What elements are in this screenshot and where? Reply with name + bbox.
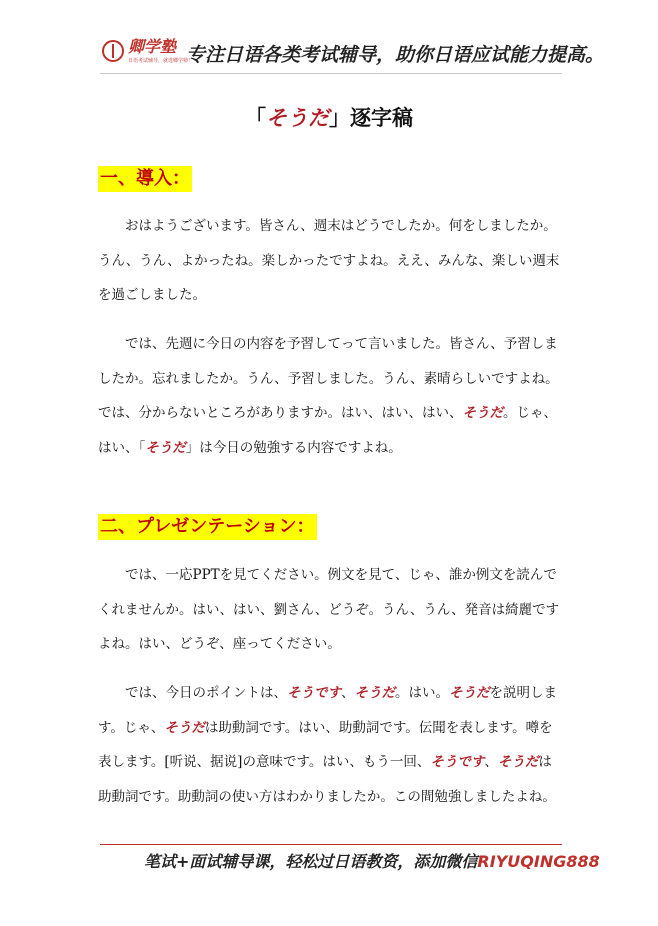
paragraph: [98, 327, 564, 465]
document-title: [0, 102, 658, 132]
logo-emblem-icon: [102, 40, 124, 62]
keyword-highlight: そうだ: [449, 685, 490, 701]
paragraph: [98, 209, 564, 313]
header-slogan: 专注日语各类考试辅导，助你日语应试能力提高。: [186, 44, 605, 66]
paragraph-text: を説明します。じゃ、: [98, 685, 557, 736]
paragraph: [98, 676, 564, 814]
paragraph-text: では、先週に今日の内容を予習してって言いました。皆さん、予習しましたか。忘れましたか。うん、予習しました。うん、素晴らしいですよね。では、分からないところがありますか。はい、はい、はい、: [98, 336, 559, 421]
paragraph-text: 。はい。: [395, 685, 449, 701]
logo-tagline: 日语考试辅导，就选卿学塾！: [128, 58, 194, 64]
keyword-highlight: そうだ: [462, 405, 503, 421]
paragraph-text: 、: [484, 754, 498, 770]
keyword-highlight: そうだ: [164, 719, 205, 736]
paragraph-text: では、今日のポイントは、: [125, 685, 287, 701]
page-footer: [144, 849, 600, 872]
footer-wechat-id: RIYUQING888: [477, 852, 600, 871]
title-open-bracket: 「: [245, 106, 266, 130]
footer-divider: [100, 844, 562, 845]
paragraph-text: 、: [341, 685, 355, 701]
section-heading-intro: 一、導入：: [98, 166, 192, 192]
section-heading-presentation: 二、プレゼンテーション：: [98, 514, 317, 540]
title-rest: 」逐字稿: [329, 106, 413, 130]
paragraph-text: は助動詞です。はい、助動詞です。伝聞を表します。噂を表します。[听说、据说]の意味です。はい、もう一回、: [98, 719, 553, 770]
paragraph-text: おはようございます。皆さん、週末はどうでしたか。何をしましたか。うん、うん、よかったね。楽しかったですよね。ええ、みんな、楽しい週末を過ごしました。: [98, 218, 560, 303]
title-keyword: そうだ: [266, 106, 329, 130]
logo-name: 卿学塾: [128, 37, 177, 56]
page-header: [100, 36, 605, 72]
footer-text: 笔试+面试辅导课，轻松过日语教资，添加微信: [144, 852, 478, 871]
paragraph-text: では、一応PPTを見てください。例文を見て、じゃ、誰か例文を読んでくれませんか。はい、はい、劉さん、どうぞ。うん、うん、発音は綺麗ですよね。はい、どうぞ、座ってください。: [98, 567, 560, 652]
paragraph-text: 。じゃ、はい、「: [98, 405, 557, 456]
paragraph-text: 」は今日の勉強する内容ですよね。: [185, 439, 402, 456]
paragraph: [98, 558, 564, 662]
brand-logo: [100, 37, 194, 68]
keyword-highlight: そうだ: [145, 439, 186, 456]
header-divider: [100, 73, 562, 74]
keyword-highlight: そうだ: [354, 685, 395, 701]
keyword-highlight: そうだ: [497, 754, 539, 770]
keyword-highlight: そうです: [287, 685, 341, 701]
paragraph-text: は助動詞です。助動詞の使い方はわかりましたか。この間勉強しましたよね。: [98, 754, 556, 805]
keyword-highlight: そうです: [430, 754, 485, 770]
